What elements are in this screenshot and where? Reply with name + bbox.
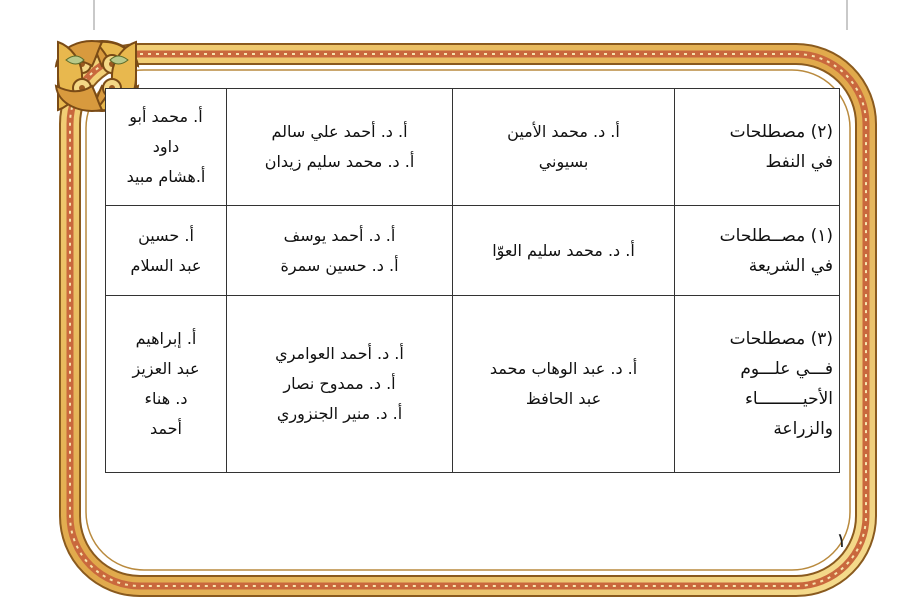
cell-line: عبد السلام [130,255,202,275]
cell-line: د. هناء [144,389,188,408]
cell-line: (١) مصــطلحات [719,225,833,246]
cell-line: أ.هشام مبيد [126,167,206,186]
cell-line: أ. د. ممدوح نصار [283,374,396,393]
term-cell [675,296,840,473]
cell-line: أ. د. محمد سليم زيدان [264,152,415,171]
cell-line: عبد الحافظ [525,389,602,408]
committees-table [105,88,840,473]
supervisor-cell [453,89,675,206]
cell-line: في الشريعة [748,255,833,276]
cell-line: والزراعة [773,419,833,439]
term-cell [675,206,840,296]
committee-cell [227,296,453,473]
cell-line: الأحيـــــــــاء [744,389,833,409]
cell-line: أ. د. أحمد يوسف [283,225,396,245]
page-number: ١ [836,528,847,552]
members-cell [106,206,227,296]
cell-line: أ. د. أحمد علي سالم [271,122,408,141]
cell-line: (٣) مصطلحات [729,329,833,349]
page-margin-line-right [846,0,848,30]
cell-line: أ. محمد أبو [129,107,203,126]
cell-line: بسيوني [538,152,589,171]
page-margin-line-left [93,0,95,30]
supervisor-cell [453,206,675,296]
table-row [106,206,840,296]
table-row [106,296,840,473]
cell-line: أ. إبراهيم [135,329,197,348]
cell-line: في النفط [765,152,833,172]
cell-line: (٢) مصطلحات [729,122,833,142]
cell-line: أ. حسين [138,225,194,245]
committee-cell [227,206,453,296]
cell-line: عبد العزيز [132,359,200,378]
members-cell [106,89,227,206]
term-cell [675,89,840,206]
table-row [106,89,840,206]
cell-line: أ. د. منير الجنزوري [276,404,403,423]
cell-line: أ. د. عبد الوهاب محمد [489,359,638,378]
cell-line: فـــي علـــوم [740,359,833,379]
cell-line: أ. د. محمد سليم العوّا [492,240,635,260]
cell-line: داود [152,137,180,156]
cell-line: أ. د. حسين سمرة [280,255,399,275]
cell-line: أحمد [150,419,182,438]
cell-line: أ. د. محمد الأمين [507,122,620,141]
cell-line: أ. د. أحمد العوامري [275,344,404,363]
members-cell [106,296,227,473]
committee-cell [227,89,453,206]
supervisor-cell [453,296,675,473]
